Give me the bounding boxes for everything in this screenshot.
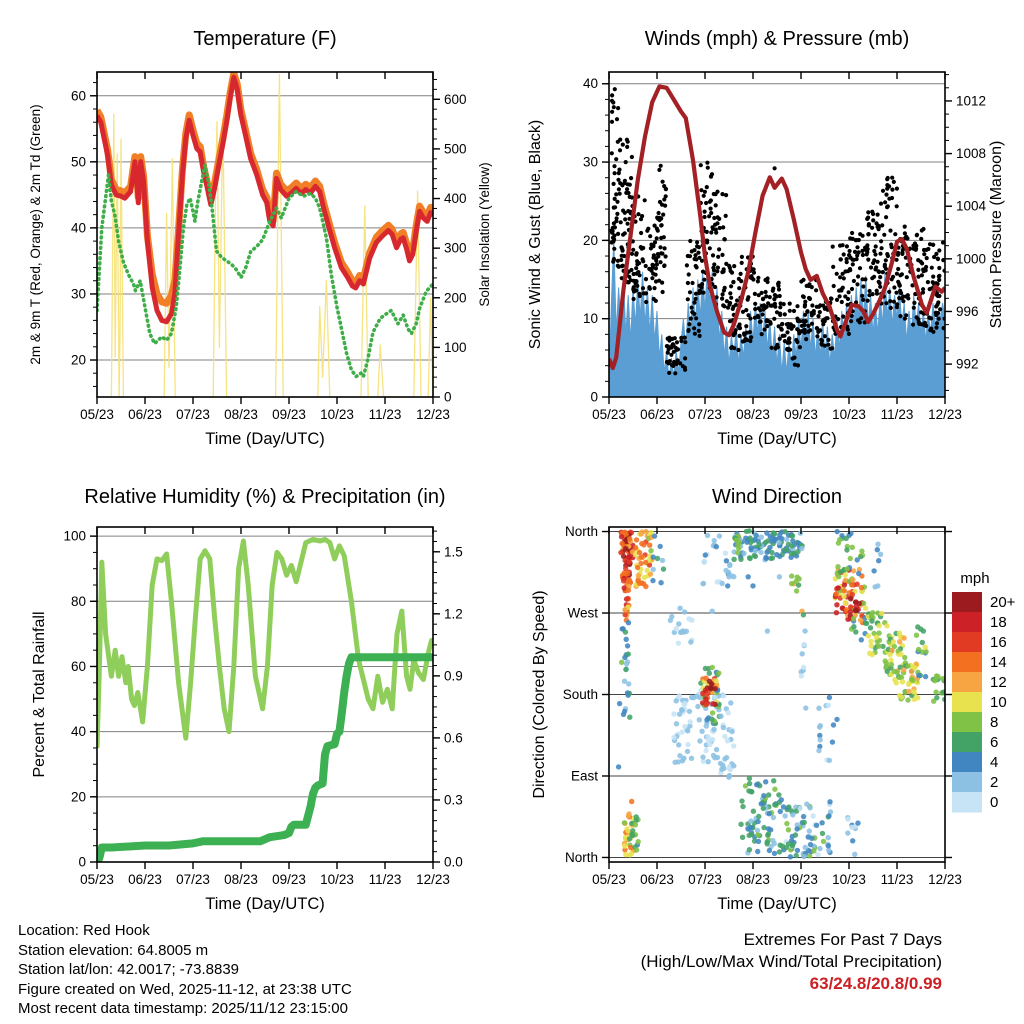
humidity-precip-chart-svg — [0, 465, 512, 927]
station-metadata — [18, 921, 352, 1019]
svg-text:West: West — [567, 605, 598, 621]
svg-text:1.5: 1.5 — [444, 544, 463, 560]
svg-text:Time (Day/UTC): Time (Day/UTC) — [717, 430, 837, 448]
svg-text:18: 18 — [990, 614, 1007, 631]
svg-text:0: 0 — [590, 389, 598, 405]
svg-text:05/23: 05/23 — [80, 407, 114, 422]
svg-text:0: 0 — [78, 854, 86, 870]
svg-text:0.9: 0.9 — [444, 668, 463, 684]
svg-text:Winds (mph) & Pressure (mb): Winds (mph) & Pressure (mb) — [644, 28, 910, 50]
svg-text:60: 60 — [70, 658, 86, 674]
svg-text:Time (Day/UTC): Time (Day/UTC) — [205, 430, 325, 448]
svg-text:06/23: 06/23 — [128, 872, 162, 887]
svg-text:0: 0 — [444, 389, 452, 405]
svg-text:200: 200 — [444, 290, 467, 306]
svg-text:996: 996 — [956, 303, 979, 319]
svg-text:Sonic Wind & Gust (Blue, Black: Sonic Wind & Gust (Blue, Black) — [527, 119, 544, 350]
svg-text:1004: 1004 — [956, 198, 987, 214]
extremes-values: 63/24.8/20.8/0.99 — [809, 974, 942, 993]
svg-text:09/23: 09/23 — [272, 407, 306, 422]
svg-text:10/23: 10/23 — [832, 407, 866, 422]
svg-text:20: 20 — [582, 232, 598, 248]
svg-text:Time (Day/UTC): Time (Day/UTC) — [205, 895, 325, 913]
svg-text:60: 60 — [70, 88, 86, 104]
svg-text:08/23: 08/23 — [736, 872, 770, 887]
svg-text:11/23: 11/23 — [880, 407, 914, 422]
svg-text:06/23: 06/23 — [640, 872, 674, 887]
svg-text:North: North — [564, 524, 598, 540]
humidity-precip-chart — [0, 465, 512, 927]
svg-text:20+: 20+ — [990, 594, 1016, 611]
station-location: Location: Red Hook — [18, 922, 150, 939]
svg-text:09/23: 09/23 — [784, 872, 818, 887]
svg-text:0.6: 0.6 — [444, 730, 463, 746]
svg-text:20: 20 — [70, 352, 86, 368]
svg-text:12/23: 12/23 — [416, 872, 450, 887]
svg-text:4: 4 — [990, 754, 999, 771]
svg-text:11/23: 11/23 — [880, 872, 914, 887]
svg-text:07/23: 07/23 — [176, 407, 210, 422]
svg-text:Direction (Colored By Speed): Direction (Colored By Speed) — [531, 590, 548, 799]
svg-text:1.2: 1.2 — [444, 606, 463, 622]
svg-text:30: 30 — [70, 286, 86, 302]
svg-text:Relative Humidity (%) & Precip: Relative Humidity (%) & Precipitation (in) — [84, 486, 446, 508]
svg-text:40: 40 — [70, 724, 86, 740]
svg-text:mph: mph — [960, 570, 990, 587]
wind-direction-chart-svg — [512, 465, 1024, 927]
svg-text:North: North — [564, 849, 598, 865]
svg-text:8: 8 — [990, 714, 999, 731]
svg-text:06/23: 06/23 — [640, 407, 674, 422]
svg-text:11/23: 11/23 — [368, 872, 402, 887]
svg-text:08/23: 08/23 — [224, 407, 258, 422]
svg-text:07/23: 07/23 — [688, 872, 722, 887]
svg-text:10: 10 — [582, 311, 598, 327]
svg-text:12/23: 12/23 — [928, 872, 962, 887]
svg-text:10: 10 — [990, 694, 1007, 711]
svg-text:0.3: 0.3 — [444, 792, 463, 808]
svg-text:11/23: 11/23 — [368, 407, 402, 422]
svg-text:05/23: 05/23 — [592, 872, 626, 887]
svg-text:400: 400 — [444, 191, 467, 207]
svg-text:1012: 1012 — [956, 93, 987, 109]
svg-text:05/23: 05/23 — [592, 407, 626, 422]
svg-text:100: 100 — [444, 339, 467, 355]
svg-text:80: 80 — [70, 593, 86, 609]
svg-text:Wind Direction: Wind Direction — [711, 486, 843, 508]
svg-text:100: 100 — [63, 528, 86, 544]
temperature-chart — [0, 0, 512, 462]
svg-text:10/23: 10/23 — [320, 872, 354, 887]
svg-text:08/23: 08/23 — [736, 407, 770, 422]
svg-text:06/23: 06/23 — [128, 407, 162, 422]
svg-text:12/23: 12/23 — [928, 407, 962, 422]
svg-text:Solar Insolation (Yellow): Solar Insolation (Yellow) — [477, 162, 492, 307]
svg-text:40: 40 — [70, 220, 86, 236]
station-latlon: Station lat/lon: 42.0017; -73.8839 — [18, 961, 240, 978]
svg-text:12: 12 — [990, 674, 1007, 691]
svg-text:07/23: 07/23 — [176, 872, 210, 887]
svg-text:2: 2 — [990, 774, 999, 791]
svg-text:Station Pressure (Maroon): Station Pressure (Maroon) — [988, 140, 1005, 329]
svg-text:09/23: 09/23 — [272, 872, 306, 887]
data-timestamp: Most recent data timestamp: 2025/11/12 23:15:00 — [18, 1000, 348, 1017]
wind-direction-chart — [512, 465, 1024, 927]
svg-text:0.0: 0.0 — [444, 854, 463, 870]
svg-text:Time (Day/UTC): Time (Day/UTC) — [717, 895, 837, 913]
svg-text:East: East — [570, 768, 598, 784]
svg-text:10/23: 10/23 — [832, 872, 866, 887]
svg-text:07/23: 07/23 — [688, 407, 722, 422]
svg-text:0: 0 — [990, 794, 999, 811]
svg-text:14: 14 — [990, 654, 1007, 671]
extremes-title: Extremes For Past 7 Days — [743, 930, 942, 949]
svg-text:05/23: 05/23 — [80, 872, 114, 887]
svg-text:08/23: 08/23 — [224, 872, 258, 887]
extremes-summary — [641, 929, 942, 995]
svg-text:50: 50 — [70, 154, 86, 170]
svg-text:992: 992 — [956, 356, 979, 372]
svg-text:1000: 1000 — [956, 251, 987, 267]
figure-created: Figure created on Wed, 2025-11-12, at 23:38 UTC — [18, 980, 352, 998]
svg-text:09/23: 09/23 — [784, 407, 818, 422]
svg-text:30: 30 — [582, 154, 598, 170]
svg-text:1008: 1008 — [956, 146, 987, 162]
svg-text:2m & 9m T (Red, Orange) & 2m T: 2m & 9m T (Red, Orange) & 2m Td (Green) — [28, 104, 43, 365]
winds-pressure-chart — [512, 0, 1024, 462]
svg-text:500: 500 — [444, 141, 467, 157]
svg-text:South: South — [562, 687, 598, 702]
svg-text:12/23: 12/23 — [416, 407, 450, 422]
station-elevation: Station elevation: 64.8005 m — [18, 941, 209, 959]
temperature-chart-svg — [0, 0, 512, 462]
svg-text:16: 16 — [990, 634, 1007, 651]
winds-pressure-chart-svg — [512, 0, 1024, 462]
svg-text:600: 600 — [444, 91, 467, 107]
svg-text:Temperature (F): Temperature (F) — [193, 28, 337, 50]
svg-text:300: 300 — [444, 240, 467, 256]
extremes-subtitle: (High/Low/Max Wind/Total Precipitation) — [640, 952, 942, 971]
svg-text:40: 40 — [582, 76, 598, 92]
svg-text:10/23: 10/23 — [320, 407, 354, 422]
svg-text:6: 6 — [990, 734, 999, 751]
svg-text:20: 20 — [70, 789, 86, 805]
svg-text:Percent & Total Rainfall: Percent & Total Rainfall — [31, 611, 48, 778]
